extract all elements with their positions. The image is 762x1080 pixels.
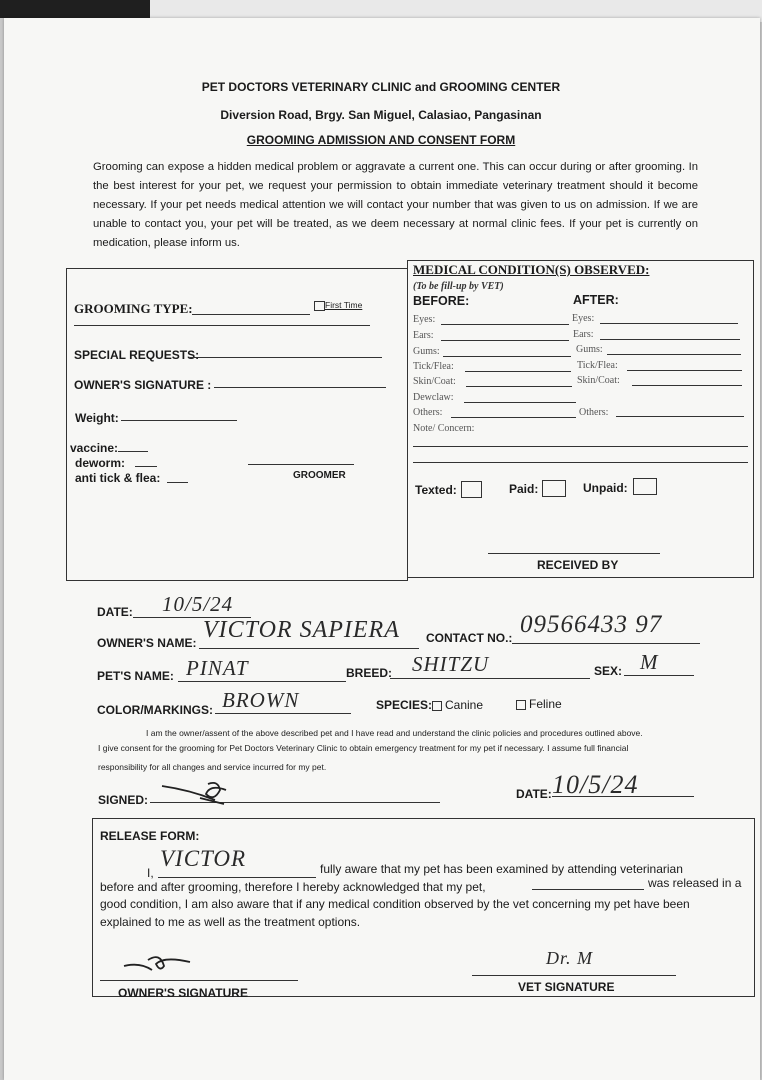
feline-option[interactable] <box>516 697 562 711</box>
medical-title: MEDICAL CONDITION(S) OBSERVED: <box>413 262 650 277</box>
consent-line-1: I am the owner/assent of the above described pet and I have read and understand the clinic policies and procedures outlined above. <box>146 728 643 738</box>
owner-name-label: OWNER'S NAME: <box>97 636 197 650</box>
after-gums-label: Gums: <box>576 344 603 355</box>
release-vet-signature-line[interactable] <box>472 975 676 976</box>
owner-signature-field[interactable] <box>214 387 386 388</box>
first-time-checkbox[interactable] <box>314 301 325 311</box>
canine-option[interactable] <box>432 698 483 712</box>
owner-name-handwritten: VICTOR SAPIERA <box>203 617 400 643</box>
release-text-2a: before and after grooming, therefore I hereby acknowledged that my pet, <box>100 880 486 894</box>
consent-line-2: I give consent for the grooming for Pet Doctors Veterinary Clinic to obtain emergency treatment for my pet if necessary. I assume full financial <box>98 743 629 753</box>
release-title: RELEASE FORM: <box>100 829 200 843</box>
release-vet-signature-handwritten: Dr. M <box>546 948 594 968</box>
before-gums-field[interactable] <box>443 356 571 357</box>
sex-handwritten: M <box>640 650 659 674</box>
intro-paragraph: Grooming can expose a hidden medical problem or aggravate a current one. This can occur during or after grooming. In the best interest for your pet, we request your permission to obtain immediate veterinary treatment should it become necessary. If your pet needs medical attention we will contact your number that was given to us on admission. If we are unable to contact you, your pet will be treated, as we deem necessary at normal clinic fees. If your pet is currently on medication, please inform us. <box>93 161 698 249</box>
after-label: AFTER: <box>573 293 619 307</box>
color-label: COLOR/MARKINGS: <box>97 703 213 717</box>
after-gums-field[interactable] <box>607 354 741 355</box>
release-name-handwritten: VICTOR <box>160 846 247 871</box>
anti-tick-field[interactable] <box>167 482 188 483</box>
color-handwritten: BROWN <box>222 688 300 712</box>
before-dewclaw-field[interactable] <box>464 402 576 403</box>
pet-name-field-line[interactable] <box>178 681 346 682</box>
groomer-signature-line[interactable] <box>248 464 354 465</box>
feline-checkbox[interactable] <box>516 700 526 710</box>
grooming-type-field[interactable] <box>192 314 310 315</box>
owner-name-field-line[interactable] <box>199 648 419 649</box>
date-label: DATE: <box>97 605 133 619</box>
after-eyes-field[interactable] <box>600 323 738 324</box>
color-field-line[interactable] <box>215 713 351 714</box>
before-eyes-field[interactable] <box>441 324 569 325</box>
grooming-type-label: GROOMING TYPE: <box>74 301 193 316</box>
release-owner-signature-line[interactable] <box>100 980 298 981</box>
breed-label: BREED: <box>346 666 393 680</box>
before-label: BEFORE: <box>413 294 470 308</box>
owner-signature-scribble <box>160 776 250 806</box>
after-others-field[interactable] <box>616 416 744 417</box>
consent-date-handwritten: 10/5/24 <box>552 770 639 799</box>
canine-checkbox[interactable] <box>432 701 442 711</box>
vaccine-label: vaccine: <box>70 441 119 455</box>
before-tick-field[interactable] <box>465 371 571 372</box>
texted-label: Texted: <box>415 483 457 497</box>
deworm-label: deworm: <box>75 456 126 470</box>
contact-label: CONTACT NO.: <box>426 631 513 645</box>
medical-subtitle: (To be fill-up by VET) <box>413 281 504 292</box>
before-others-label: Others: <box>413 407 443 418</box>
after-ears-field[interactable] <box>600 339 740 340</box>
unpaid-checkbox[interactable] <box>633 478 657 495</box>
release-text-3: good condition, I am also aware that if any medical condition observed by the vet concerning my pet have been <box>100 897 690 911</box>
note-line-1[interactable] <box>413 446 748 447</box>
vaccine-field[interactable] <box>118 451 148 452</box>
after-skin-label: Skin/Coat: <box>577 375 620 386</box>
grooming-type-extra-line <box>74 325 370 326</box>
contact-field-line[interactable] <box>512 643 700 644</box>
release-text-1: fully aware that my pet has been examined by attending veterinarian <box>320 862 683 876</box>
note-line-2[interactable] <box>413 462 748 463</box>
before-ears-field[interactable] <box>441 340 569 341</box>
weight-label: Weight: <box>75 411 119 425</box>
after-skin-field[interactable] <box>632 385 742 386</box>
before-ears-label: Ears: <box>413 330 434 341</box>
release-i: I, <box>147 866 154 880</box>
received-by-label: RECEIVED BY <box>537 558 619 572</box>
owner-signature-label: OWNER'S SIGNATURE : <box>74 378 212 392</box>
special-requests-field[interactable] <box>190 357 382 358</box>
after-others-label: Others: <box>579 407 609 418</box>
release-owner-signature-scribble <box>120 950 200 976</box>
species-label: SPECIES: <box>376 698 433 712</box>
breed-handwritten: SHITZU <box>412 652 490 676</box>
anti-tick-label: anti tick & flea: <box>75 471 161 485</box>
received-by-line[interactable] <box>488 553 660 554</box>
before-skin-label: Skin/Coat: <box>413 376 456 387</box>
consent-date-label: DATE: <box>516 787 552 801</box>
deworm-field[interactable] <box>135 466 157 467</box>
sex-label: SEX: <box>594 664 623 678</box>
pet-name-label: PET'S NAME: <box>97 669 174 683</box>
groomer-label: GROOMER <box>293 470 346 481</box>
paid-label: Paid: <box>509 482 539 496</box>
feline-label: Feline <box>529 697 562 711</box>
before-others-field[interactable] <box>451 417 576 418</box>
release-text-4: explained to me as well as the treatment options. <box>100 915 361 929</box>
before-tick-label: Tick/Flea: <box>413 361 454 372</box>
consent-line-3: responsibility for all changes and service incurred for my pet. <box>98 762 327 772</box>
form-title: GROOMING ADMISSION AND CONSENT FORM <box>246 133 516 147</box>
clinic-name: PET DOCTORS VETERINARY CLINIC and GROOMING CENTER <box>201 80 561 94</box>
release-text-2b: was released in a <box>648 876 742 890</box>
canine-label: Canine <box>445 698 484 712</box>
paid-checkbox[interactable] <box>542 480 566 497</box>
release-name-line[interactable] <box>158 877 316 878</box>
before-eyes-label: Eyes: <box>413 314 436 325</box>
release-pet-line[interactable] <box>532 889 644 890</box>
after-eyes-label: Eyes: <box>572 313 595 324</box>
release-owner-signature-label: OWNER'S SIGNATURE <box>118 986 248 1000</box>
unpaid-label: Unpaid: <box>583 481 628 495</box>
clinic-address: Diversion Road, Brgy. San Miguel, Calasiao, Pangasinan <box>220 108 542 122</box>
weight-field[interactable] <box>121 420 237 421</box>
before-skin-field[interactable] <box>466 386 572 387</box>
date-handwritten: 10/5/24 <box>162 592 234 616</box>
note-concern-label: Note/ Concern: <box>413 423 475 434</box>
contact-handwritten: 09566433 97 <box>520 611 663 638</box>
special-requests-label: SPECIAL REQUESTS: <box>74 348 200 362</box>
sex-field-line[interactable] <box>624 675 694 676</box>
breed-field-line[interactable] <box>390 678 590 679</box>
before-gums-label: Gums: <box>413 346 440 357</box>
first-time-label: First Time <box>325 300 363 310</box>
after-ears-label: Ears: <box>573 329 594 340</box>
after-tick-label: Tick/Flea: <box>577 360 618 371</box>
texted-checkbox[interactable] <box>461 481 482 498</box>
signed-label: SIGNED: <box>98 793 149 807</box>
after-tick-field[interactable] <box>627 370 742 371</box>
release-vet-signature-label: VET SIGNATURE <box>518 980 615 994</box>
pet-name-handwritten: PINAT <box>186 656 249 680</box>
before-dewclaw-label: Dewclaw: <box>413 392 454 403</box>
